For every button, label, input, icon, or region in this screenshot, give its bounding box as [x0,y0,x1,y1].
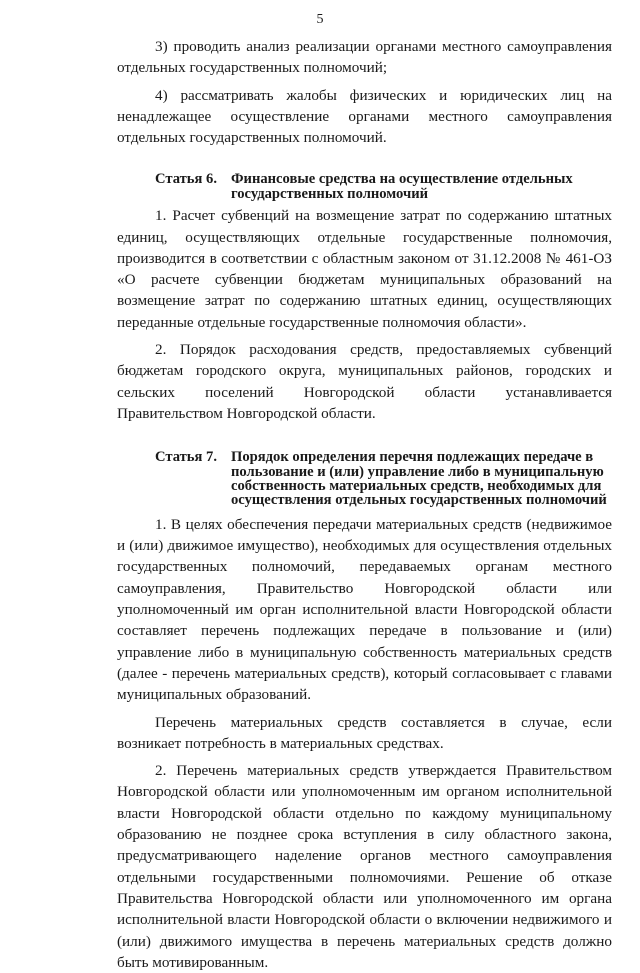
article-6-paragraph-1: 1. Расчет субвенций на возмещение затрат по содержанию штатных единиц, осуществляющих отдельные государственные полномочия, производится в соответствии с областным законом от 31.12.2008 № 461-ОЗ «О расчете субвенции бюджетам муниципальных образований на возмещение затрат по содержанию штатных единиц, осуществляющих переданные отдельные государственные полномочия области». [117,207,612,331]
article-6-title: Финансовые средства на осуществление отдельных государственных полномочий [231,171,573,202]
document-body [117,36,612,973]
article-7-paragraph-1: 1. В целях обеспечения передачи материальных средств (недвижимое и (или) движимое имущество), необходимых для осуществления отдельных государственных полномочий, передаваемых органам местного самоуправления, Правительство Новгородской области или уполномоченный им орган исполнительной власти Новгородской области составляет перечень подлежащих передаче в пользование и (или) управление либо в муниципальную собственность материальных средств (далее - перечень материальных средств), который согласовывает с главами муниципальных образований. [117,515,612,704]
article-6-heading [117,172,612,201]
article-6-number: Статья 6. [155,171,217,188]
article-6-paragraph-2: 2. Порядок расходования средств, предоставляемых субвенций бюджетам городского округа, муниципальных районов, городских и сельских поселений Новгородской области устанавливается Правительством Новгородской области. [117,341,612,422]
article-7-heading [117,450,612,508]
page-number: 5 [316,12,324,27]
article-7-title: Порядок определения перечня подлежащих передаче в пользование и (или) управление либо в муниципальную собственность материальных средств, необходимых для осуществления отдельных государственных полномочий [231,449,607,509]
article-7-paragraph-2: 2. Перечень материальных средств утверждается Правительством Новгородской области или уполномоченным им органом исполнительной власти Новгородской области отдельно по каждому муниципальному образованию не позднее срока вступления в силу областного закона, предусматривающего наделение органов местного самоуправления отдельными государственными полномочиями. Решение об отказе Правительства Новгородской области или уполномоченного им органа исполнительной власти Новгородской области о включении недвижимого и (или) движимого имущества в перечень материальных средств должно быть мотивированным. [117,762,612,971]
article-7-number: Статья 7. [155,449,217,466]
article-7-paragraph-note: Перечень материальных средств составляется в случае, если возникает потребность в материальных средствах. [117,713,612,752]
list-item-3: 3) проводить анализ реализации органами местного самоуправления отдельных государственных полномочий; [117,38,612,77]
list-item-4: 4) рассматривать жалобы физических и юридических лиц на ненадлежащее осуществление органами местного самоуправления отдельных государственных полномочий. [117,86,612,147]
